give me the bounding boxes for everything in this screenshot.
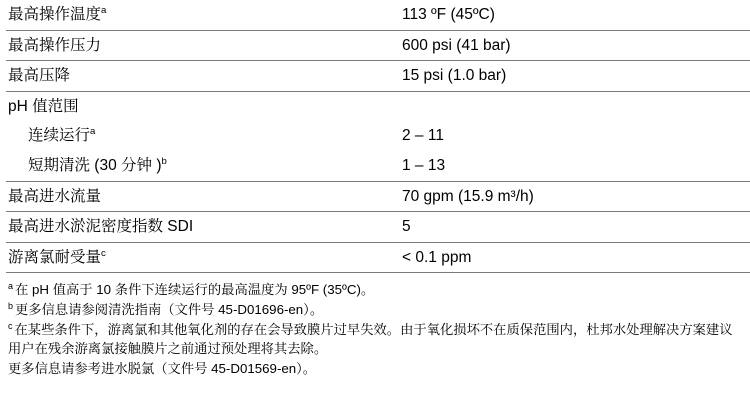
row-label-footnote-mark: a [90, 126, 96, 138]
footnote-text: 更多信息请参阅清洗指南（文件号 45-D01696-en）。 [15, 302, 324, 318]
table-row [6, 242, 750, 273]
table-row [6, 121, 750, 151]
footnote-mark: b [8, 300, 14, 311]
row-label-cell [6, 181, 400, 212]
row-value-cell: 5 [400, 212, 750, 243]
row-label: pH 值范围 [8, 97, 79, 115]
row-label-cell [6, 0, 400, 30]
footnote-text: 在某些条件下，游离氯和其他氧化剂的存在会导致膜片过早失效。由于氧化损坏不在质保范围内，杜邦水处理解决方案建议用户在残余游离氯接触膜片之前通过预处理将其去除。 [8, 322, 733, 356]
footnote-item [8, 321, 744, 359]
operating-limits-table [6, 0, 750, 273]
row-label-cell [6, 30, 400, 61]
table-row [6, 181, 750, 212]
row-value-cell [400, 91, 750, 121]
row-label-footnote-mark: a [101, 4, 107, 16]
footnote-mark: a [8, 280, 14, 291]
row-label: 最高操作温度 [8, 6, 102, 23]
footnote-item [8, 301, 744, 320]
row-value-cell: 2 – 11 [402, 127, 444, 145]
footnote-item [8, 281, 744, 300]
row-label: 最高操作压力 [8, 36, 102, 54]
table-body [6, 0, 750, 273]
row-label: 游离氯耐受量 [8, 248, 102, 266]
row-label-footnote-mark: b [161, 155, 167, 167]
row-label-cell [6, 121, 400, 151]
row-label-cell [6, 61, 400, 92]
table-row [6, 212, 750, 243]
row-label: 连续运行 [28, 127, 91, 145]
row-label: 最高进水流量 [8, 187, 102, 205]
footnote-item [8, 360, 744, 379]
table-row [6, 30, 750, 61]
row-label: 短期清洗 (30 分钟 ) [28, 156, 162, 174]
row-value-cell: 1 – 13 [400, 151, 750, 181]
row-label-cell [6, 212, 400, 243]
row-label: 最高进水淤泥密度指数 SDI [8, 218, 194, 236]
row-value-cell: 113 ºF (45ºC) [400, 0, 750, 30]
row-label-footnote-mark: c [101, 247, 106, 259]
row-label: 最高压降 [8, 67, 71, 85]
footnotes-block [6, 281, 744, 378]
table-row [6, 91, 750, 121]
row-value-cell: 15 psi (1.0 bar) [400, 61, 750, 92]
table-row [6, 61, 750, 92]
footnote-text: 更多信息请参考进水脱氯（文件号 45-D01569-en）。 [8, 360, 317, 376]
row-label-cell [6, 91, 400, 121]
row-label-cell [6, 242, 400, 273]
table-row [6, 151, 750, 181]
footnote-mark: c [8, 320, 13, 331]
row-value-cell: 600 psi (41 bar) [400, 30, 750, 61]
row-label-cell [6, 151, 400, 181]
table-row [6, 0, 750, 30]
footnote-text: 在 pH 值高于 10 条件下连续运行的最高温度为 95ºF (35ºC)。 [15, 282, 375, 298]
row-value-cell: 70 gpm (15.9 m³/h) [400, 181, 750, 212]
row-value-cell: < 0.1 ppm [400, 242, 750, 273]
